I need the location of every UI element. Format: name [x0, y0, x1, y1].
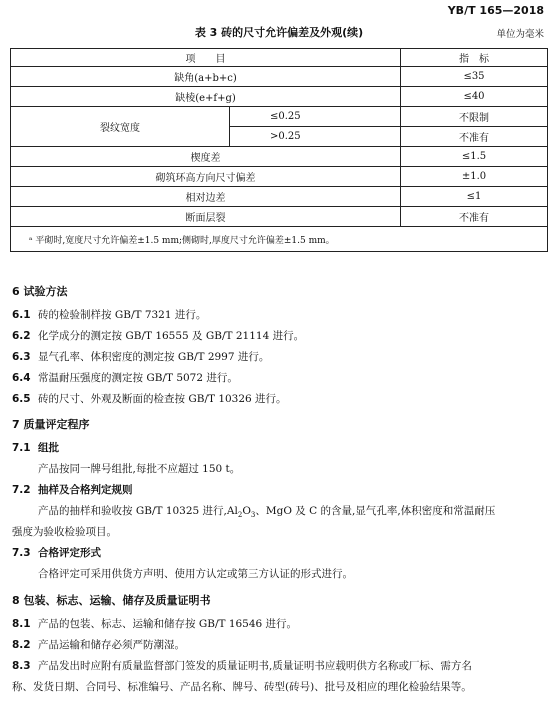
clause-7-1-title: [12, 440, 548, 455]
table-row: [11, 67, 548, 87]
table-footnote: ᵃ 平砌时,宽度尺寸允许偏差±1.5 mm;侧砌时,厚度尺寸允许偏差±1.5 mm。: [11, 227, 548, 252]
standard-code: YB/T 165—2018: [447, 4, 544, 17]
clause-number: 8.1: [12, 618, 31, 630]
clause-6-3: [12, 349, 548, 364]
clause-text: 砖的检验制样按 GB/T 7321 进行。: [38, 309, 207, 321]
clause-text: 化学成分的测定按 GB/T 16555 及 GB/T 21114 进行。: [38, 330, 305, 342]
section-6-heading: 6 试验方法: [12, 285, 68, 298]
clause-6-5: [12, 391, 548, 406]
clause-7-3-title: [12, 545, 548, 560]
table-row: [11, 167, 548, 187]
table-caption: 表 3 砖的尺寸允许偏差及外观(续): [194, 26, 364, 39]
row-value: 不准有: [401, 207, 548, 227]
row-label: 砌筑环高方向尺寸偏差: [11, 167, 401, 187]
clause-number: 7.2: [12, 484, 31, 496]
clause-6-2: [12, 328, 548, 343]
clause-7-2-title: [12, 482, 548, 497]
row-value: 不准有: [401, 127, 548, 147]
section-7-heading: 7 质量评定程序: [12, 418, 90, 431]
row-value: ≤35: [401, 67, 548, 87]
clause-text: 常温耐压强度的测定按 GB/T 5072 进行。: [38, 372, 238, 384]
row-sub-label: ≤0.25: [230, 107, 401, 127]
clause-number: 6.1: [12, 309, 31, 321]
row-label: 缺角(a+b+c): [11, 67, 401, 87]
table-row: [11, 187, 548, 207]
table-header-row: [11, 49, 548, 67]
clause-number: 6.3: [12, 351, 31, 363]
clause-title: 组批: [38, 442, 59, 454]
clause-number: 8.2: [12, 639, 31, 651]
clause-7-2-text: [38, 503, 495, 519]
clause-8-2: [12, 637, 548, 652]
row-group-label: 裂纹宽度: [11, 107, 230, 147]
row-value: ≤1: [401, 187, 548, 207]
row-label: 缺棱(e+f+g): [11, 87, 401, 107]
clause-number: 6.4: [12, 372, 31, 384]
clause-7-2-text-cont: 强度为验收检验项目。: [12, 526, 117, 538]
column-header-item: 项 目: [11, 49, 401, 67]
subscript: 3: [250, 511, 256, 520]
clause-number: 6.2: [12, 330, 31, 342]
table-row: [11, 87, 548, 107]
row-value: ±1.0: [401, 167, 548, 187]
table-row: [11, 147, 548, 167]
clause-7-3-text: 合格评定可采用供货方声明、使用方认定或第三方认证的形式进行。: [38, 568, 353, 580]
column-header-index: 指 标: [401, 49, 548, 67]
table-unit: 单位为毫米: [496, 29, 544, 40]
clause-number: 6.5: [12, 393, 31, 405]
row-value: ≤1.5: [401, 147, 548, 167]
clause-6-1: [12, 307, 548, 322]
clause-text: 砖的尺寸、外观及断面的检查按 GB/T 10326 进行。: [38, 393, 287, 405]
row-label: 相对边差: [11, 187, 401, 207]
clause-text: 产品的包装、标志、运输和储存按 GB/T 16546 进行。: [38, 618, 298, 630]
table-row: [11, 107, 548, 127]
clause-7-1-text: 产品按同一牌号组批,每批不应超过 150 t。: [38, 463, 241, 475]
table-footnote-row: [11, 227, 548, 252]
clause-number: 7.1: [12, 442, 31, 454]
clause-text: 产品运输和储存必须严防潮湿。: [38, 639, 185, 651]
clause-text: O: [242, 505, 251, 517]
clause-8-3: [12, 658, 548, 673]
clause-title: 合格评定形式: [38, 547, 101, 559]
clause-number: 8.3: [12, 660, 31, 672]
clause-8-1: [12, 616, 548, 631]
subscript: 2: [237, 511, 243, 520]
table-row: [11, 207, 548, 227]
clause-text: 产品发出时应附有质量监督部门签发的质量证明书,质量证明书应载明供方名称或厂标、需方名: [38, 660, 472, 672]
row-value: ≤40: [401, 87, 548, 107]
row-label: 断面层裂: [11, 207, 401, 227]
section-8-heading: 8 包装、标志、运输、储存及质量证明书: [12, 594, 211, 607]
row-label: 楔度差: [11, 147, 401, 167]
dimension-tolerance-table: [10, 48, 548, 252]
clause-number: 7.3: [12, 547, 31, 559]
clause-6-4: [12, 370, 548, 385]
clause-text: 、MgO 及 C 的含量,显气孔率,体积密度和常温耐压: [255, 505, 496, 517]
clause-title: 抽样及合格判定规则: [38, 484, 133, 496]
clause-text: 产品的抽样和验收按 GB/T 10325 进行,Al: [38, 505, 238, 517]
clause-text: 显气孔率、体积密度的测定按 GB/T 2997 进行。: [38, 351, 270, 363]
clause-8-3-text-cont: 称、发货日期、合同号、标准编号、产品名称、牌号、砖型(砖号)、批号及相应的理化检验结果等。: [12, 681, 472, 693]
row-sub-label: >0.25: [230, 127, 401, 147]
row-value: 不限制: [401, 107, 548, 127]
